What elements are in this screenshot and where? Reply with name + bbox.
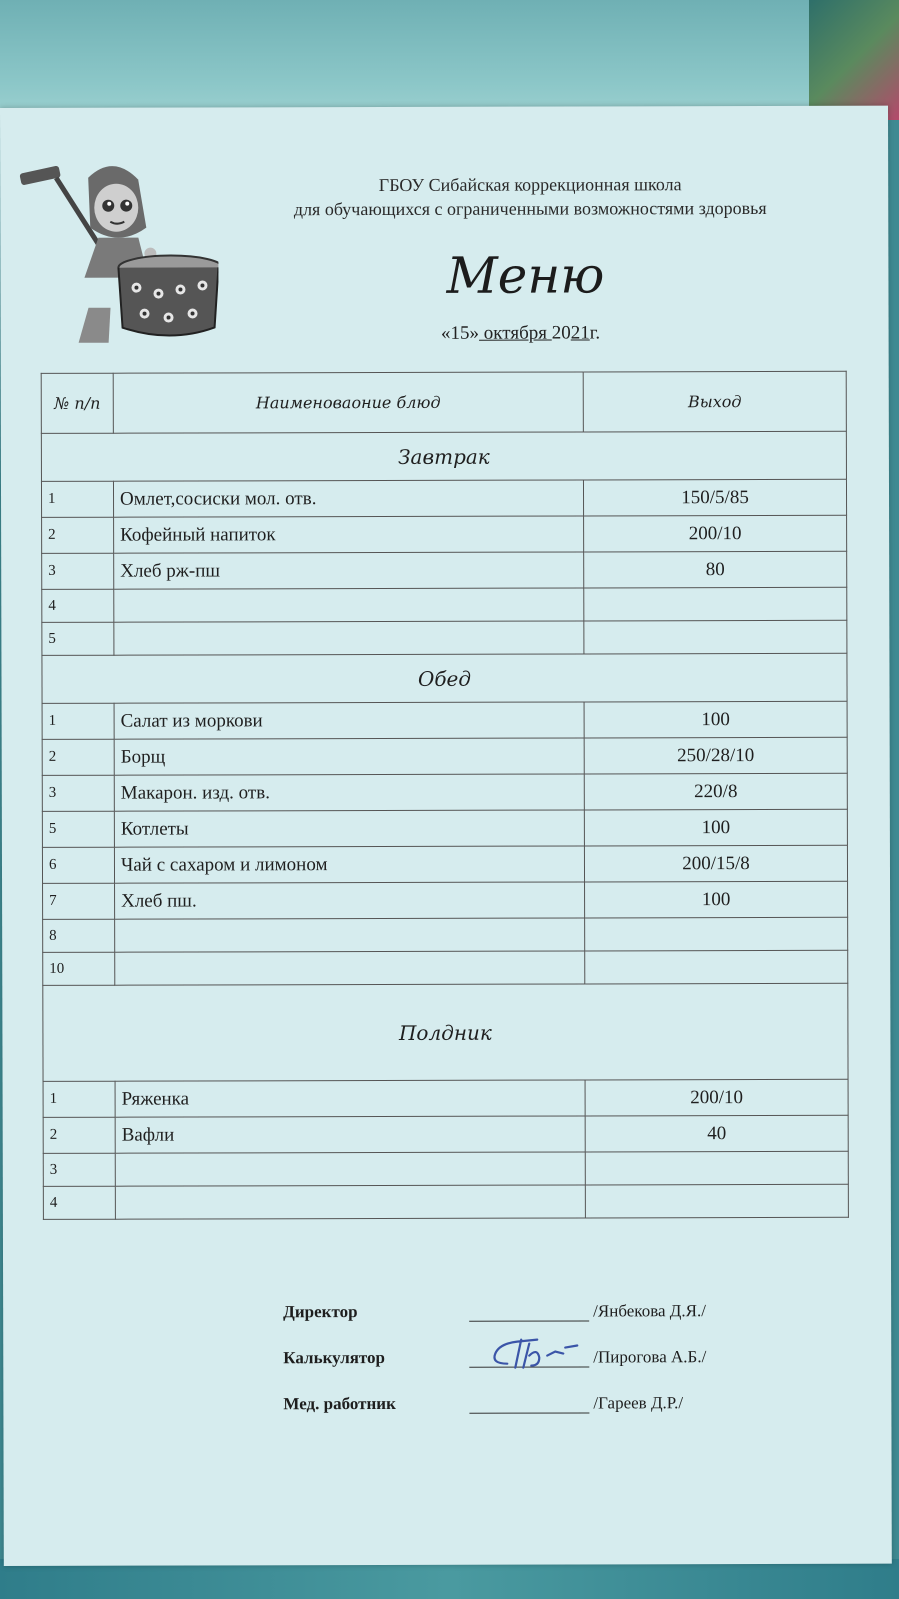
date-year-b: 21 [570, 322, 590, 344]
dish-yield: 100 [585, 881, 848, 918]
dish-yield [585, 917, 848, 951]
date-month: октября [479, 322, 552, 344]
dish-yield: 200/15/8 [584, 845, 847, 882]
signature-row-medic [283, 1393, 803, 1440]
dish-name [115, 1185, 585, 1219]
menu-sheet [0, 106, 892, 1566]
table-row [43, 881, 848, 919]
dish-name [115, 918, 585, 952]
dish-name: Ряженка [115, 1080, 585, 1117]
dish-name: Кофейный напиток [114, 516, 584, 553]
table-row [43, 950, 848, 985]
table-row [42, 773, 847, 811]
signature-line [469, 1412, 589, 1413]
dish-name: Вафли [115, 1116, 585, 1153]
dish-yield: 100 [584, 809, 847, 846]
signatures-block [283, 1301, 803, 1440]
dish-name [114, 621, 584, 655]
signature-row-calculator [283, 1347, 803, 1394]
dish-yield: 250/28/10 [584, 737, 847, 774]
dish-yield [585, 1184, 848, 1218]
dish-name [114, 588, 584, 622]
table-header-row [41, 371, 846, 433]
signature-role: Директор [283, 1302, 358, 1322]
signature-role: Мед. работник [283, 1393, 396, 1414]
dish-yield: 80 [584, 551, 847, 588]
row-number: 5 [42, 622, 114, 655]
dish-name: Чай с сахаром и лимоном [114, 846, 584, 883]
menu-date [381, 322, 661, 345]
row-number: 1 [41, 481, 113, 517]
table-row [42, 845, 847, 883]
dish-yield: 100 [584, 701, 847, 738]
table-row [43, 1184, 848, 1219]
row-number: 3 [42, 553, 114, 589]
dish-yield: 40 [585, 1115, 848, 1152]
dish-name: Хлеб рж-пш [114, 552, 584, 589]
signature-name: /Пирогова А.Б./ [593, 1347, 707, 1367]
dish-yield [585, 950, 848, 984]
section-breakfast [41, 431, 846, 481]
signature-line [469, 1320, 589, 1321]
table-row [42, 701, 847, 739]
dish-name: Котлеты [114, 810, 584, 847]
row-number: 1 [42, 703, 114, 739]
masha-mascot-icon [18, 157, 218, 348]
table-row [43, 1151, 848, 1186]
row-number: 10 [43, 952, 115, 985]
background-top [0, 0, 899, 120]
table-row [43, 1115, 848, 1153]
date-day: «15» [441, 322, 480, 344]
background-corner [809, 0, 899, 120]
dish-yield [584, 620, 847, 654]
signature-name: /Гареев Д.Р./ [593, 1393, 684, 1413]
row-number: 7 [43, 883, 115, 919]
dish-yield [584, 587, 847, 621]
dish-name: Салат из моркови [114, 702, 584, 739]
handwritten-signature-icon [477, 1333, 587, 1373]
table-row [42, 587, 847, 622]
signature-role: Калькулятор [283, 1347, 386, 1368]
page-title: Меню [446, 246, 605, 305]
menu-table [41, 371, 849, 1220]
table-row [42, 515, 847, 553]
dish-yield: 150/5/85 [583, 479, 846, 516]
row-number: 3 [42, 775, 114, 811]
dish-name: Макарон. изд. отв. [114, 774, 584, 811]
section-title: Обед [42, 653, 847, 703]
table-row [42, 809, 847, 847]
row-number: 2 [42, 739, 114, 775]
dish-yield: 200/10 [585, 1079, 848, 1116]
dish-name: Хлеб пш. [115, 882, 585, 919]
dish-yield: 220/8 [584, 773, 847, 810]
dish-yield [585, 1151, 848, 1185]
dish-name: Омлет,сосиски мол. отв. [113, 480, 583, 517]
row-number: 2 [43, 1117, 115, 1153]
header-yield: Выход [583, 371, 846, 432]
row-number: 1 [43, 1081, 115, 1117]
dish-name [115, 951, 585, 985]
table-row [41, 479, 846, 517]
table-row [42, 620, 847, 655]
date-year-a: 20 [551, 322, 571, 344]
row-number: 2 [42, 517, 114, 553]
table-row [42, 737, 847, 775]
row-number: 6 [42, 847, 114, 883]
row-number: 8 [43, 919, 115, 952]
row-number: 4 [42, 589, 114, 622]
section-title: Завтрак [41, 431, 846, 481]
section-lunch [42, 653, 847, 703]
table-row [43, 1079, 848, 1117]
header-dish-name: Наименоваоние блюд [113, 372, 583, 433]
header-number: № п/п [41, 373, 113, 433]
row-number: 4 [43, 1186, 115, 1219]
dish-name: Борщ [114, 738, 584, 775]
section-title: Полдник [43, 983, 848, 1081]
school-header [200, 172, 860, 222]
school-name: ГБОУ Сибайская коррекционная школа [378, 174, 682, 196]
school-subtitle: для обучающихся с ограниченными возможностями здоровья [293, 197, 767, 220]
dish-yield: 200/10 [584, 515, 847, 552]
date-suffix: г. [589, 322, 601, 344]
row-number: 5 [42, 811, 114, 847]
row-number: 3 [43, 1153, 115, 1186]
section-snack [43, 983, 848, 1081]
table-row [43, 917, 848, 952]
table-row [42, 551, 847, 589]
dish-name [115, 1152, 585, 1186]
signature-name: /Янбекова Д.Я./ [593, 1301, 706, 1321]
